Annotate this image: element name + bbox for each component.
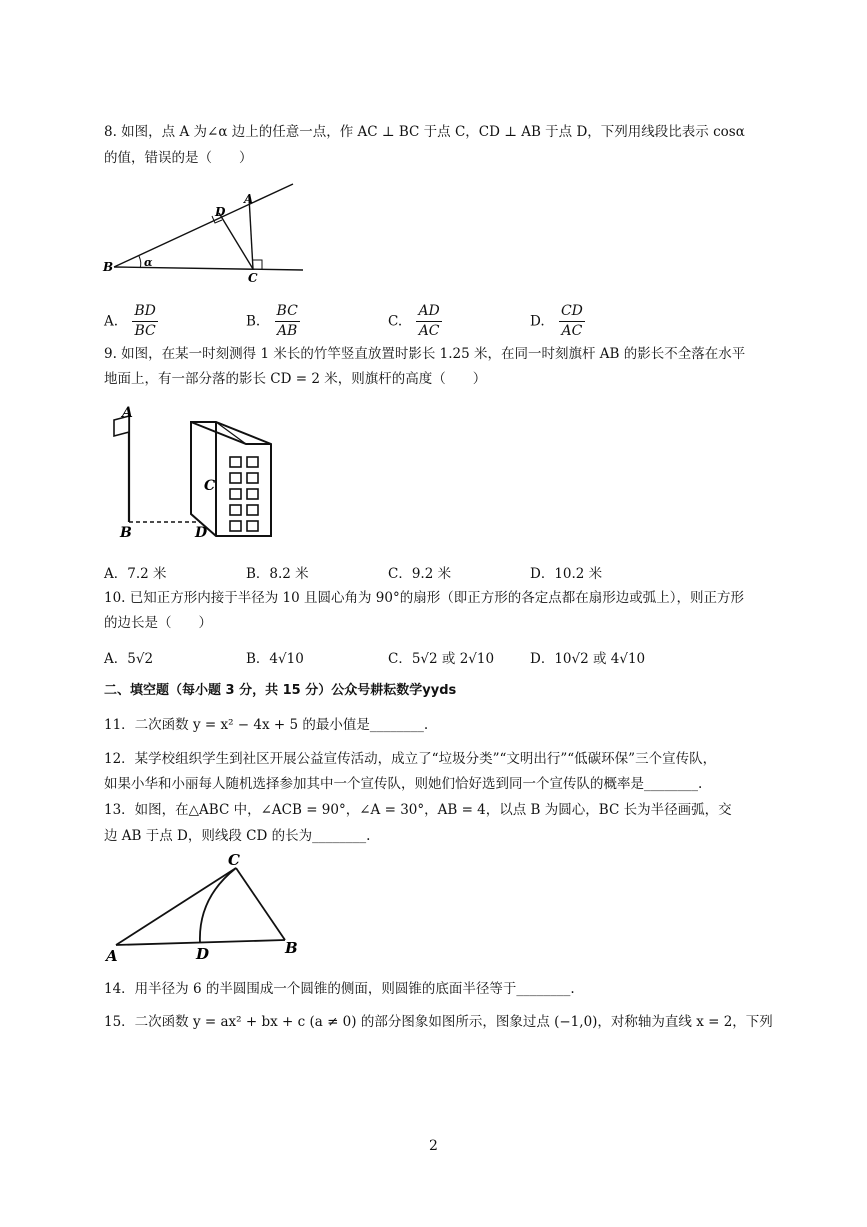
q8-option-c-letter: C. (388, 313, 403, 330)
q8-option-c[interactable] (388, 302, 442, 341)
q8-label-A: A (244, 192, 254, 206)
q10-option-c[interactable]: C．5√2 或 2√10 (388, 651, 495, 667)
q13-figure (100, 850, 305, 966)
q8-label-D: D (215, 205, 226, 219)
q13-label-B: B (285, 939, 298, 957)
q9-option-b[interactable]: B．8.2 米 (246, 566, 309, 582)
q8-option-d-num: CD (559, 302, 585, 322)
q8-option-b-letter: B. (246, 313, 261, 330)
q10-option-a[interactable]: A．5√2 (104, 651, 154, 667)
q9-option-a[interactable]: A．7.2 米 (104, 566, 167, 582)
q8-option-c-fraction (416, 302, 441, 341)
q8-option-b-den: AB (276, 323, 298, 339)
q8-text-line2: 的值，错误的是（ ） (104, 150, 253, 166)
q8-option-c-num: AD (416, 302, 441, 322)
q8-option-a-den: BC (134, 323, 156, 339)
q13-text-line1: 13．如图，在△ABC 中，∠ACB = 90°，∠A = 30°，AB = 4，以点 B 为圆心，BC 长为半径画弧，交 (104, 802, 732, 818)
q9-label-B: B (120, 525, 132, 541)
q13-label-D: D (196, 945, 210, 963)
q8-option-c-den: AC (418, 323, 440, 339)
q11-text: 11．二次函数 y = x² − 4x + 5 的最小值是________. (104, 717, 429, 733)
q12-text-line1: 12．某学校组织学生到社区开展公益宣传活动，成立了“垃圾分类”“文明出行”“低碳环保”三个宣传队， (104, 751, 717, 767)
q9-figure (106, 400, 276, 542)
q8-option-a-num: BD (132, 302, 158, 322)
q8-option-b-num: BC (275, 302, 300, 322)
q9-label-C: C (204, 478, 216, 494)
q13-text-line2: 边 AB 于点 D，则线段 CD 的长为________. (104, 828, 371, 844)
q8-option-d[interactable] (530, 302, 585, 341)
q8-option-b-fraction (275, 302, 300, 341)
q8-option-b[interactable] (246, 302, 300, 341)
q9-option-c[interactable]: C．9.2 米 (388, 566, 452, 582)
q10-text-line1: 10. 已知正方形内接于半径为 10 且圆心角为 90°的扇形（即正方形的各定点都在扇形边或弧上），则正方形 (104, 590, 744, 606)
q8-label-B: B (103, 260, 114, 274)
q9-text-line2: 地面上，有一部分落的影长 CD = 2 米，则旗杆的高度（ ） (104, 371, 487, 387)
q8-option-a[interactable] (104, 302, 158, 341)
q9-text-line1: 9. 如图，在某一时刻测得 1 米长的竹竿竖直放置时影长 1.25 米，在同一时刻旗杆 AB 的影长不全落在水平 (104, 346, 746, 362)
page-number: 2 (429, 1138, 438, 1154)
q10-option-b[interactable]: B．4√10 (246, 651, 304, 667)
q12-text-line2: 如果小华和小丽每人随机选择参加其中一个宣传队，则她们恰好选到同一个宣传队的概率是________. (104, 776, 703, 792)
q10-option-d[interactable]: D．10√2 或 4√10 (530, 651, 646, 667)
q9-label-D: D (195, 525, 208, 541)
q10-text-line2: 的边长是（ ） (104, 615, 212, 631)
q14-text: 14．用半径为 6 的半圆围成一个圆锥的侧面，则圆锥的底面半径等于________. (104, 981, 575, 997)
q13-label-A: A (106, 947, 118, 965)
q8-option-d-den: AC (561, 323, 583, 339)
q8-figure (98, 178, 313, 286)
q8-option-a-fraction (132, 302, 158, 341)
q15-text: 15．二次函数 y = ax² + bx + c (a ≠ 0) 的部分图象如图所示，图象过点 (−1,0)，对称轴为直线 x = 2，下列 (104, 1014, 773, 1030)
q9-option-d[interactable]: D．10.2 米 (530, 566, 603, 582)
q8-label-C: C (248, 271, 258, 285)
q8-option-d-letter: D. (530, 313, 545, 330)
q8-label-alpha: α (144, 256, 153, 269)
q8-option-d-fraction (559, 302, 585, 341)
section-2-heading: 二、填空题（每小题 3 分，共 15 分）公众号耕耘数学yyds (104, 683, 457, 698)
q8-option-a-letter: A. (104, 313, 119, 330)
q9-label-A: A (122, 405, 133, 421)
q13-label-C: C (228, 851, 240, 869)
q8-text-line1: 8. 如图，点 A 为∠α 边上的任意一点，作 AC ⊥ BC 于点 C，CD ⊥ AB 于点 D，下列用线段比表示 cosα (104, 124, 745, 140)
